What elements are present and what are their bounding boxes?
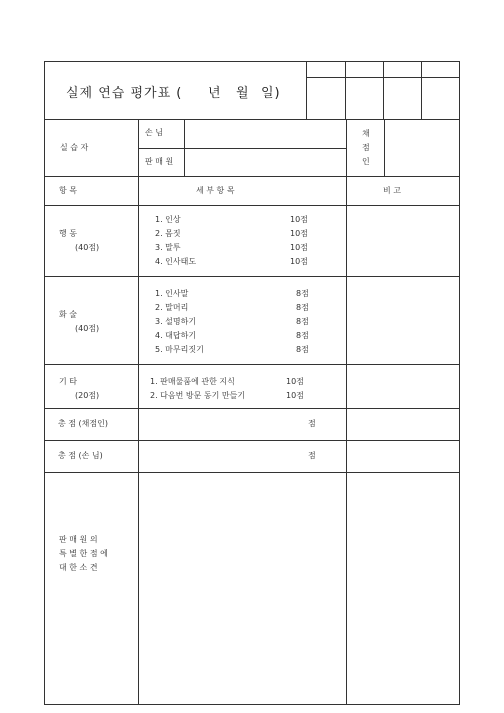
speech-item-name: 2. 말머리 (155, 303, 189, 312)
title-year: 년 (208, 86, 222, 101)
customer-name-field[interactable] (185, 120, 345, 148)
behavior-label: 행 동 (59, 229, 77, 238)
behavior-points: (40점) (75, 243, 100, 252)
etc-label: 기 타 (59, 377, 77, 386)
speech-item-score: 8점 (296, 345, 309, 354)
title-grid-divider (421, 61, 422, 119)
speech-points: (40점) (75, 324, 100, 333)
table-border-top (44, 61, 460, 62)
etc-item-score: 10점 (286, 391, 304, 400)
header-remark: 비 고 (383, 186, 401, 195)
header-item: 항 목 (59, 186, 77, 195)
header-detail: 세 부 항 목 (196, 186, 235, 195)
behavior-item-name: 3. 말투 (155, 243, 181, 252)
table-border-right (459, 61, 460, 705)
speech-item-score: 8점 (296, 303, 309, 312)
table-border-left (44, 61, 45, 705)
customer-label: 손 님 (145, 128, 163, 137)
behavior-item-score: 10점 (290, 229, 308, 238)
salesperson-label: 판 매 원 (145, 157, 174, 166)
etc-item-score: 10점 (286, 377, 304, 386)
behavior-item-name: 1. 인상 (155, 215, 181, 224)
title-day: 일) (261, 86, 281, 101)
total-grader-unit: 점 (308, 419, 316, 428)
grader-label-1: 채 (362, 129, 370, 138)
grader-label-3: 인 (362, 157, 370, 166)
etc-item-name: 2. 다음번 방문 동기 만들기 (150, 391, 246, 400)
grader-signature-field[interactable] (385, 120, 458, 176)
behavior-item-score: 10점 (290, 257, 308, 266)
remark-column-area[interactable] (347, 206, 458, 703)
total-grader-label: 총 점 (채점인) (58, 419, 108, 428)
speech-item-score: 8점 (296, 289, 309, 298)
behavior-item-score: 10점 (290, 215, 308, 224)
etc-points: (20점) (75, 391, 100, 400)
grader-label-2: 점 (362, 143, 370, 152)
total-customer-label: 총 점 (손 님) (58, 451, 103, 460)
behavior-item-name: 4. 인사태도 (155, 257, 197, 266)
opinion-label-line2: 특 별 한 점 에 (59, 549, 108, 558)
behavior-item-name: 2. 몸짓 (155, 229, 181, 238)
etc-item-name: 1. 판매물품에 관한 지식 (150, 377, 235, 386)
title-grid-divider (345, 61, 346, 119)
trainee-label: 실 습 자 (60, 143, 89, 152)
speech-item-name: 4. 대답하기 (155, 331, 197, 340)
opinion-text-area[interactable] (139, 473, 345, 703)
speech-item-name: 1. 인사말 (155, 289, 189, 298)
speech-item-name: 3. 설명하기 (155, 317, 197, 326)
form-title: 실제 연습 평가표 ( (66, 86, 183, 101)
speech-item-name: 5. 마무리짓기 (155, 345, 204, 354)
title-month: 월 (236, 86, 250, 101)
title-grid-divider (383, 61, 384, 119)
behavior-item-score: 10점 (290, 243, 308, 252)
speech-label: 화 술 (59, 310, 77, 319)
table-border-bottom (44, 704, 460, 705)
opinion-label-line3: 대 한 소 견 (59, 563, 98, 572)
opinion-label-line1: 판 매 원 의 (59, 535, 98, 544)
speech-item-score: 8점 (296, 317, 309, 326)
total-customer-unit: 점 (308, 451, 316, 460)
title-grid-divider (306, 61, 307, 119)
title-grid-divider (306, 77, 459, 78)
speech-item-score: 8점 (296, 331, 309, 340)
row-separator (44, 176, 460, 177)
salesperson-name-field[interactable] (185, 149, 345, 176)
